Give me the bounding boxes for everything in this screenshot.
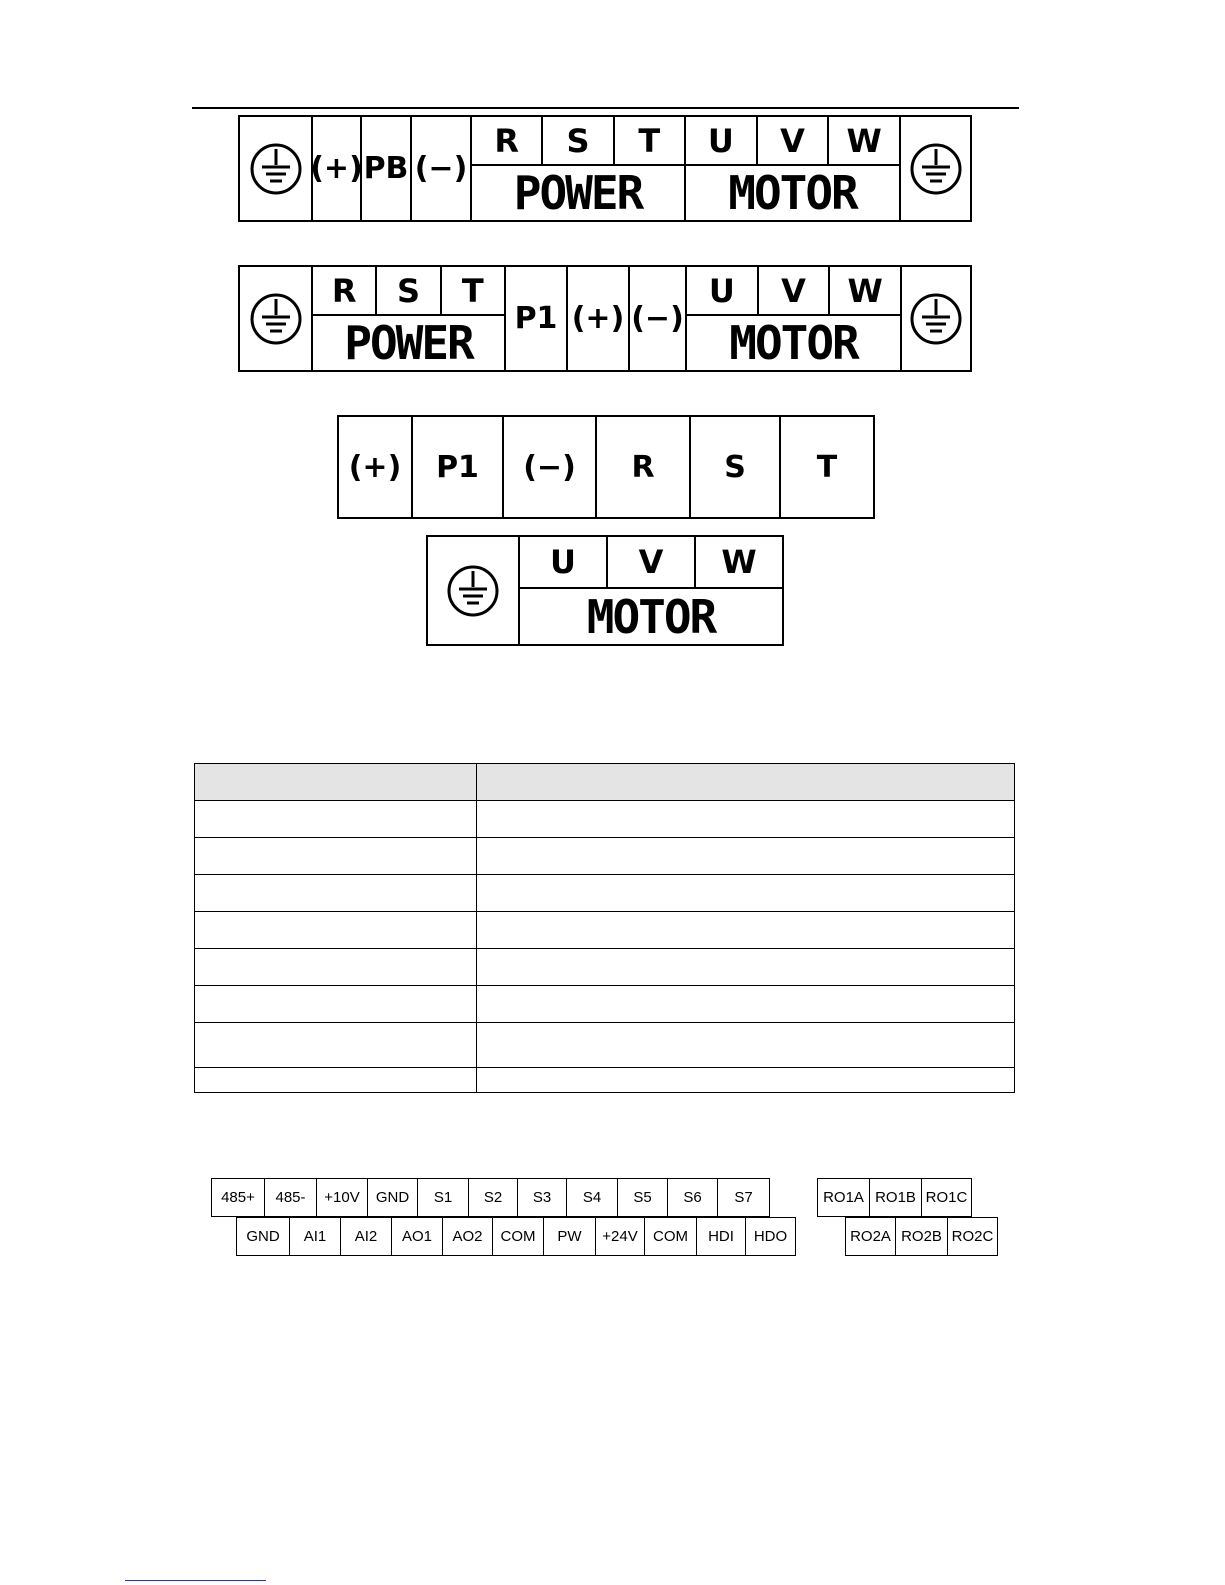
table-row bbox=[195, 986, 1015, 1023]
terminal-p1: P1 bbox=[413, 417, 504, 517]
table-row bbox=[195, 838, 1015, 875]
motor-group bbox=[686, 117, 901, 220]
ground-icon bbox=[250, 293, 302, 345]
terminal-s: S bbox=[543, 117, 614, 164]
power-label: POWER bbox=[344, 316, 473, 370]
relay-terminal-row-2 bbox=[846, 1217, 998, 1256]
terminal-w: W bbox=[846, 121, 882, 160]
control-terminal: AO2 bbox=[442, 1217, 493, 1256]
terminal-t: T bbox=[461, 271, 484, 310]
motor-group bbox=[520, 537, 782, 644]
control-terminal: S6 bbox=[667, 1178, 718, 1217]
control-terminal: COM bbox=[492, 1217, 544, 1256]
power-label: POWER bbox=[513, 166, 643, 220]
motor-label: MOTOR bbox=[729, 316, 858, 370]
relay-terminal: RO2A bbox=[845, 1217, 896, 1256]
control-terminal: S3 bbox=[517, 1178, 567, 1217]
relay-terminal: RO1C bbox=[921, 1178, 972, 1217]
terminal-strip-2 bbox=[238, 265, 972, 372]
control-terminal: GND bbox=[367, 1178, 418, 1217]
motor-group bbox=[687, 267, 902, 370]
terminal-u: U bbox=[686, 117, 758, 164]
terminal-strip-4 bbox=[426, 535, 784, 646]
ground-terminal bbox=[902, 267, 970, 370]
table-row bbox=[195, 912, 1015, 949]
ground-icon bbox=[910, 143, 962, 195]
control-terminal-row-1 bbox=[212, 1178, 770, 1217]
control-terminal: 485- bbox=[264, 1178, 317, 1217]
terminal-strip-3 bbox=[337, 415, 875, 519]
motor-label: MOTOR bbox=[728, 166, 857, 220]
terminal-t: T bbox=[816, 449, 838, 485]
control-terminal: COM bbox=[644, 1217, 697, 1256]
terminal-plus: (+) bbox=[339, 417, 413, 517]
power-group bbox=[313, 267, 506, 370]
ground-icon bbox=[250, 143, 302, 195]
ground-icon bbox=[447, 565, 499, 617]
relay-terminal: RO1B bbox=[869, 1178, 922, 1217]
table-header-row bbox=[195, 764, 1015, 801]
terminal-u: U bbox=[687, 267, 759, 314]
control-terminal: +10V bbox=[316, 1178, 368, 1217]
terminal-strip-1 bbox=[238, 115, 972, 222]
terminal-t: T bbox=[638, 121, 661, 160]
table-row bbox=[195, 875, 1015, 912]
ground-terminal bbox=[428, 537, 520, 644]
terminal-minus: (−) bbox=[504, 417, 597, 517]
control-terminal: S2 bbox=[468, 1178, 518, 1217]
table-row bbox=[195, 1023, 1015, 1068]
terminal-w: W bbox=[847, 271, 883, 310]
table-row bbox=[195, 801, 1015, 838]
relay-terminal: RO2C bbox=[947, 1217, 998, 1256]
control-terminal: AO1 bbox=[391, 1217, 443, 1256]
header-rule bbox=[192, 107, 1019, 109]
terminal-p1: P1 bbox=[506, 267, 568, 370]
terminal-s: S bbox=[377, 267, 441, 314]
terminal-pb: PB bbox=[362, 117, 412, 220]
ground-terminal bbox=[240, 267, 313, 370]
control-terminal: S4 bbox=[566, 1178, 618, 1217]
control-terminal: PW bbox=[543, 1217, 596, 1256]
terminal-u: U bbox=[520, 537, 608, 587]
control-terminal: 485+ bbox=[211, 1178, 265, 1217]
control-terminal: HDI bbox=[696, 1217, 746, 1256]
control-terminal: AI1 bbox=[289, 1217, 341, 1256]
ground-terminal bbox=[901, 117, 970, 220]
control-terminal: HDO bbox=[745, 1217, 796, 1256]
control-terminal: AI2 bbox=[340, 1217, 392, 1256]
terminal-plus: (+) bbox=[313, 117, 362, 220]
terminal-plus: (+) bbox=[568, 267, 630, 370]
control-terminal: S1 bbox=[417, 1178, 469, 1217]
terminal-minus: (−) bbox=[630, 267, 687, 370]
terminal-r: R bbox=[313, 267, 377, 314]
ground-icon bbox=[910, 293, 962, 345]
table-row bbox=[195, 1068, 1015, 1093]
terminal-r: R bbox=[597, 417, 691, 517]
terminal-minus: (−) bbox=[412, 117, 472, 220]
control-terminal: S5 bbox=[617, 1178, 668, 1217]
terminal-w: W bbox=[721, 543, 757, 581]
terminal-s: S bbox=[691, 417, 781, 517]
control-terminal: S7 bbox=[717, 1178, 770, 1217]
power-group bbox=[472, 117, 686, 220]
ground-terminal bbox=[240, 117, 313, 220]
motor-label: MOTOR bbox=[586, 589, 716, 644]
terminal-r: R bbox=[472, 117, 543, 164]
terminal-v: V bbox=[759, 267, 831, 314]
terminal-function-table bbox=[194, 763, 1015, 1093]
relay-terminal: RO1A bbox=[817, 1178, 870, 1217]
control-terminal-row-2 bbox=[237, 1217, 796, 1256]
table-row bbox=[195, 949, 1015, 986]
control-terminal: +24V bbox=[595, 1217, 645, 1256]
terminal-v: V bbox=[758, 117, 830, 164]
terminal-v: V bbox=[608, 537, 696, 587]
control-terminal: GND bbox=[236, 1217, 290, 1256]
relay-terminal-row-1 bbox=[818, 1178, 972, 1217]
relay-terminal: RO2B bbox=[895, 1217, 948, 1256]
footer-link-underline bbox=[125, 1580, 266, 1581]
